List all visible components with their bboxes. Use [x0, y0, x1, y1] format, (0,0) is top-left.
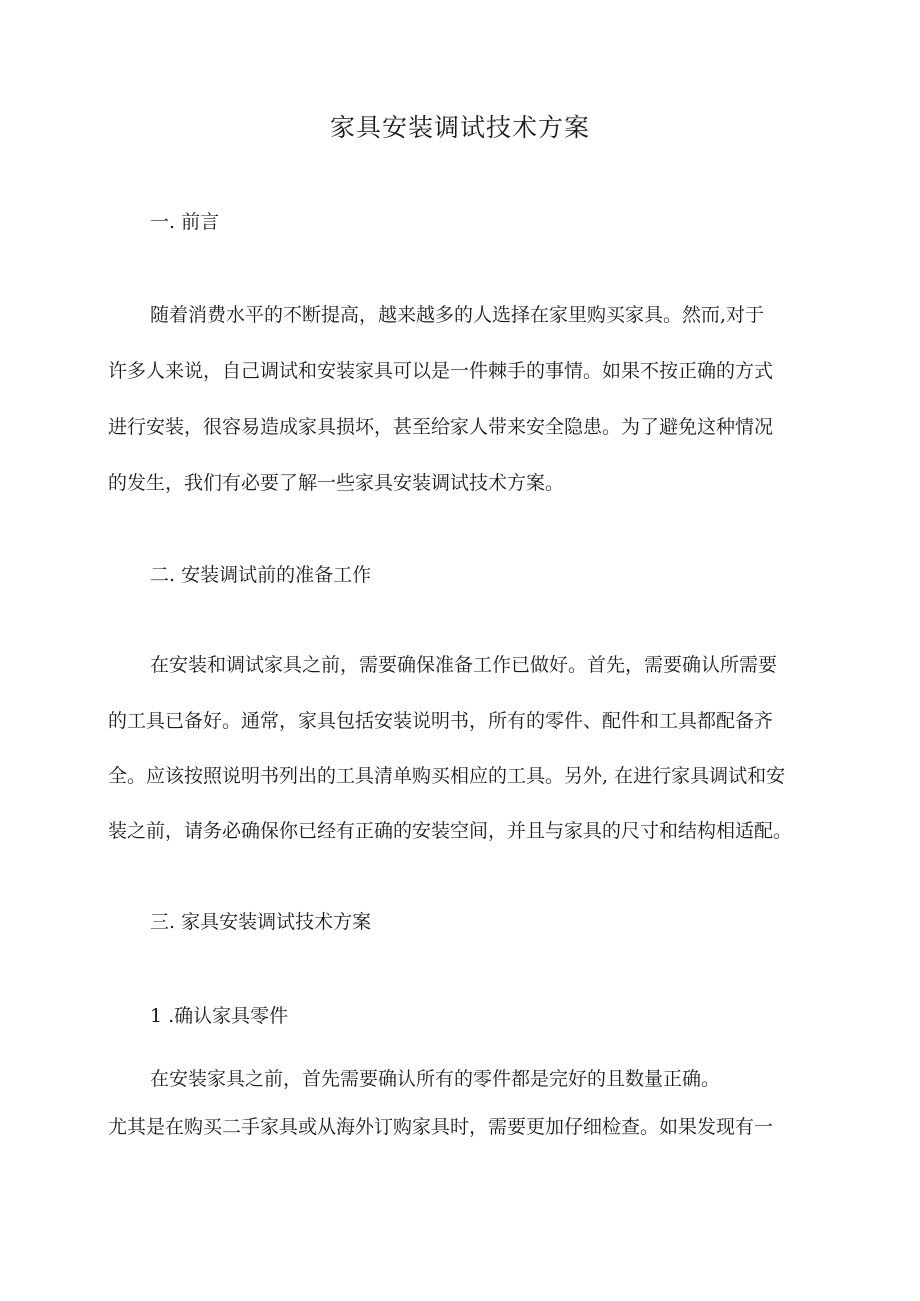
paragraph-line: 全。应该按照说明书列出的工具清单购买相应的工具。另外, 在进行家具调试和安 [108, 765, 786, 787]
paragraph-line: 装之前，请务必确保你已经有正确的安装空间，并且与家具的尺寸和结构相适配。 [108, 820, 793, 842]
section-heading-preparation: 二. 安装调试前的准备工作 [150, 564, 372, 586]
paragraph-line: 随着消费水平的不断提高，越来越多的人选择在家里购买家具。然而,对于 [150, 304, 765, 326]
section-heading-preface: 一. 前言 [150, 211, 220, 233]
page-title: 家具安装调试技术方案 [329, 113, 590, 142]
subsection-heading-confirm-parts: 1 .确认家具零件 [150, 1005, 289, 1027]
paragraph-line: 的发生，我们有必要了解一些家具安装调试技术方案。 [108, 472, 565, 494]
paragraph-line: 在安装和调试家具之前，需要确保准备工作已做好。首先，需要确认所需要 [150, 654, 778, 676]
paragraph-line: 许多人来说，自己调试和安装家具可以是一件棘手的事情。如果不按正确的方式 [108, 360, 774, 382]
paragraph-line: 尤其是在购买二手家具或从海外订购家具时，需要更加仔细检查。如果发现有一 [108, 1116, 774, 1138]
section-heading-technical-plan: 三. 家具安装调试技术方案 [150, 911, 372, 933]
paragraph-line: 在安装家具之前，首先需要确认所有的零件都是完好的且数量正确。 [150, 1068, 721, 1090]
paragraph-line: 进行安装，很容易造成家具损坏，甚至给家人带来安全隐患。为了避免这种情况 [108, 416, 774, 438]
paragraph-line: 的工具已备好。通常，家具包括安装说明书，所有的零件、配件和工具都配备齐 [108, 710, 774, 732]
